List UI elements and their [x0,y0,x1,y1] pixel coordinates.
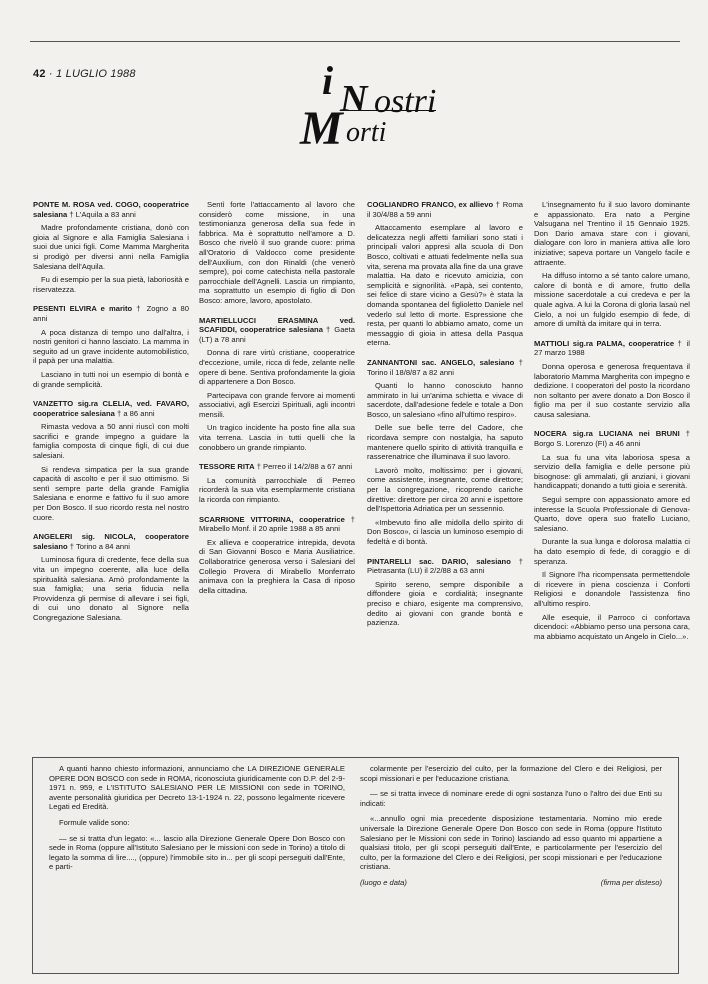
obituary-name: PONTE M. ROSA ved. COGO, cooperatrice salesiana [33,200,189,219]
obituary-heading [33,532,189,551]
obituary-paragraph: Il Signore l'ha ricompensata permettendole di ricevere in piena coscienza i Conforti Religiosi e donandole l'assistenza fino all'ultimo respiro. [534,570,690,608]
obituary-paragraph: Seguì sempre con appassionato amore ed interesse la Scuola Professionale di Genova-Quarto, dove opera suo fratello Luciano, salesiano. [534,495,690,533]
obituary-details: † Zogno a 80 anni [33,304,189,323]
page-header [33,68,136,80]
legal-paragraph: — se si tratta invece di nominare erede di ogni sostanza l'uno o l'altro dei due Enti su indicati: [360,789,662,808]
obituary-details: † Borgo S. Lorenzo (FI) a 46 anni [534,429,690,449]
legal-paragraph: — se si tratta d'un legato: «... lascio alla Direzione Generale Opere Don Bosco con sede in Roma (oppure all'Istituto Salesiano per le missioni con sede in Torino) a titolo di legato la somma di lire...., (oppure) l'immobile sito in... per gli scopi perseguiti dall'Ente, e parti- [49,833,345,872]
obituary-name: PINTARELLI sac. DARIO, salesiano [367,556,511,566]
obituary-paragraph: Rimasta vedova a 50 anni riuscì con molti sacrifici e grande impegno a guidare la famiglia composta di cinque figli, di cui due salesiani. [33,422,189,461]
obituary-details: † Mirabello Monf. il 20 aprile 1988 a 85 anni [199,514,355,534]
obituary-heading [33,304,189,323]
logo-m: M [300,102,343,155]
obituary-entry [199,462,355,504]
obituary-paragraph: L'insegnamento fu il suo lavoro dominante e appassionato. Era nato a Pergine Valsugana nel Trentino il 15 Gennaio 1925. Don Dario amava stare con i giovani, dialogare con loro in maniera attiva alle loro iniziative; sapeva portare un Vangelo facile e attraente. [534,200,690,267]
obituary-paragraph: Un tragico incidente ha posto fine alla sua vita terrena. Lascia in tutti quelli che la conobbero un grande rimpianto. [199,423,355,452]
obituary-paragraph: Donna di rare virtù cristiane, cooperatrice d'eccezione, umile, ricca di fede, zelante nelle opere di bene. Sentiva profondamente la gioia di appartenere a Don Bosco. [199,348,355,387]
obituary-paragraph: Spirito sereno, sempre disponibile a diffondere gioia e cordialità; insegnante preciso e chiaro, esigente ma comprensivo, dedito ai giovani con grande bontà e pazienza. [367,579,523,628]
logo-i: i [322,58,334,103]
obituary-heading [199,316,355,345]
section-logo [280,55,460,155]
obituary-entry [33,532,189,622]
logo-rule [340,110,436,111]
obituary-entry [367,557,523,628]
obituary-name: COGLIANDRO FRANCO, ex allievo [367,200,494,209]
header-rule [30,41,680,42]
obituary-paragraph: Partecipava con grande fervore ai momenti associativi, agli Esercizi Spirituali, agli incontri mensili. [199,390,355,419]
column-4 [534,200,690,651]
signature-line [360,878,662,888]
obituary-details: † Roma il 30/4/88 a 59 anni [367,200,523,219]
obituary-entry [199,515,355,596]
obituary-heading [199,515,355,534]
obituary-entry [199,316,355,453]
date-separator: · [48,68,53,80]
logo-n: N [340,78,368,120]
obituary-entry [199,200,355,306]
column-1 [33,200,189,633]
obituary-name: NOCERA sig.ra LUCIANA nei BRUNI [534,429,680,439]
obituary-heading [33,200,189,219]
logo-orti: orti [346,117,387,148]
legal-notice-left [49,764,345,878]
obituary-paragraph: La sua fu una vita laboriosa spesa a servizio della famiglia e delle persone più bisognose: gli ammalati, gli anziani, i giovani handicappati; donando a tutti gioia e serenità. [534,452,690,491]
obituary-paragraph: Fu di esempio per la sua pietà, laboriosità e riservatezza. [33,275,189,294]
obituary-entry [33,200,189,294]
obituary-heading [367,358,523,377]
obituary-details: † Gaeta (LT) a 78 anni [199,325,355,344]
obituary-paragraph: A poca distanza di tempo uno dall'altra, i nostri genitori ci hanno lasciato. La mamma in seguito ad un grave incidente automobilistico, il papà per una malattia. [33,327,189,366]
obituary-name: PESENTI ELVIRA e marito [33,304,133,314]
obituary-entry [367,200,523,348]
obituary-paragraph: Attaccamento esemplare al lavoro e delicatezza negli affetti familiari sono stati i principali valori appresi alla scuola di Don Bosco, coltivati e attuati fedelmente nella sua vita, serena ma provata alla fine da una grave malattia. Ha dato e ricevuto amicizia, con semplicità e signorilità. «Papà, sei contento, sei felice di stare vicino a Gesù?» è stata la domanda spontanea del figlioletto Daniele nel vederlo sul letto di morte. Espressione che resta, per quanti lo abbiamo amato, come un messaggio di gioia in attesa della Pasqua eterna. [367,223,523,348]
obituary-paragraph: Delle sue belle terre del Cadore, che ricordava sempre con nostalgia, ha saputo mantenere quello spirito di attività tranquilla e rasserenatrice che illuminava il suo lavoro. [367,423,523,462]
obituary-paragraph: Lasciano in tutti noi un esempio di bontà e di grande semplicità. [33,369,189,389]
obituary-heading [534,429,690,448]
obituary-details: † Perreo il 14/2/88 a 67 anni [256,462,353,472]
obituary-heading [33,399,189,418]
obituary-heading [367,557,523,576]
obituary-name: ZANNANTONI sac. ANGELO, salesiano [367,357,515,367]
obituary-paragraph: Madre profondamente cristiana, donò con gioia al Signore e alla Famiglia Salesiana i suoi due unici figli. Come Mamma Margherita si prodigò per diversi anni nella Famiglia Salesiana dell'Aquila. [33,223,189,271]
obituary-paragraph: Durante la sua lunga e dolorosa malattia ci ha dato esempio di fede, di coraggio e di speranza. [534,537,690,566]
legal-paragraph: colarmente per l'esercizio del culto, per la formazione del Clero e dei Religiosi, per scopi missionari e per l'educazione cristiana. [360,764,662,783]
obituary-details: † a 86 anni [117,408,155,418]
obituary-paragraph: La comunità parrocchiale di Perreo ricorderà la sua vita esemplarmente cristiana la ricorda con rimpianto. [199,475,355,505]
page-number: 42 [33,68,46,80]
obituary-entry [534,429,690,641]
obituary-details: † il 27 marzo 1988 [534,338,690,358]
obituary-paragraph: Ex allieva e cooperatrice intrepida, devota di San Giovanni Bosco e Maria Ausiliatrice. Collaboratrice generosa verso i Salesiani del Collegio Provera di Mirabello Monferrato animava con la preghiera la Casa di riposo della cittadina. [199,537,355,595]
obituary-name: MARTIELLUCCI ERASMINA ved. SCAFIDDI, cooperatrice salesiana [199,315,355,335]
place-date-label: (luogo e data) [360,877,407,887]
obituary-details: † L'Aquila a 83 anni [69,209,136,219]
obituary-paragraph: «Imbevuto fino alle midolla dello spirito di Don Bosco», ci lascia un luminoso esempio di fedeltà e di bontà. [367,517,523,546]
legal-notice-right [360,764,662,888]
obituary-paragraph: Ha diffuso intorno a sé tanto calore umano, calore di bontà e di amore, frutto della missione sacerdotale a cui credeva e per la quale agiva. A lui la Corona di gloria lasaù nel Cielo, a noi un fulgido esempio di fede, di amore di umiltà da imitare qui in terra. [534,271,690,329]
obituary-name: SCARRIONE VITTORINA, cooperatrice [199,514,345,524]
legal-notice-box [32,757,679,974]
column-2 [199,200,355,605]
obituary-paragraph: Luminosa figura di credente, fece della sua vita un impegno coerente, alla luce della spiritualità salesiana. Amò profondamente la sua famiglia; una seria fiducia nella Provvidenza gli permise di allevare i sei figli, di cui uno donato al Signore nella Congregazione Salesiana. [33,555,189,622]
legal-paragraph: Formule valide sono: [59,817,130,827]
signature-label: (firma per disteso) [600,877,662,887]
legal-paragraph: «...annullo ogni mia precedente disposizione testamentaria. Nomino mio erede universale la Direzione Generale Opere Don Bosco con sede in Roma (oppure l'Istituto Salesiano per le Missioni con sede in Torino) lasciando ad esso quanto mi appartiene a qualsiasi titolo, per gli scopi perseguiti dall'Ente, e particolarmente per l'esercizio del culto, per la formazione del Clero e dei Religiosi, per scopi missionari e per l'educazione cristiana. [360,814,662,872]
obituary-heading [199,462,355,472]
issue-date: 1 LUGLIO 1988 [56,68,136,80]
legal-paragraph: A quanti hanno chiesto informazioni, annunciamo che LA DIREZIONE GENERALE OPERE DON BOSCO con sede in ROMA, riconosciuta giuridicamente con D.P. del 2-9-1971 n. 959, e L'ISTITUTO SALESIANO PER LE MISSIONI con sede in TORINO, avente personalità giuridica per Decreto 13-1-1924 n. 22, possono legalmente ricevere Legati ed Eredità. [49,764,345,812]
obituary-name: VANZETTO sig.ra CLELIA, ved. FAVARO, cooperatrice salesiana [33,399,189,418]
obituary-paragraph: Donna operosa e generosa frequentava il laboratorio Mamma Margherita con impegno e dedizione. I cooperatori del posto la ricordano non soltanto per avere donato a Don Bosco il figlio ma per il suo costante servizio alla causa salesiana. [534,361,690,419]
obituary-details: † Torino il 18/8/87 a 82 anni [367,357,523,377]
obituary-entry [367,358,523,547]
obituary-paragraph: Quanti lo hanno conosciuto hanno ammirato in lui un'anima schietta e vivace di sacerdote, dall'adesione fedele e totale a Don Bosco, un salesiano «fino all'ultimo respiro». [367,381,523,419]
obituary-entry [534,200,690,329]
obituary-details: † Torino a 84 anni [69,541,130,551]
column-3 [367,200,523,638]
obituary-entry [33,304,189,389]
obituary-name: ANGELERI sig. NICOLA, cooperatore salesiano [33,532,189,551]
obituary-name: TESSORE RITA [199,462,255,472]
obituary-paragraph: Alle esequie, il Parroco ci confortava dicendoci: «Abbiamo perso una persona cara, ma abbiamo acquistato un Angelo in Cielo...». [534,612,690,641]
obituary-name: MATTIOLI sig.ra PALMA, cooperatrice [534,338,675,348]
obituary-paragraph: Lavorò molto, moltissimo: per i giovani, come assistente, insegnante, come direttore; per la congregazione, ricoprendo cariche direttive: direttore per circa 20 anni e ispettore dell'Ispettoria Adriatica per un sessennio. [367,465,523,514]
obituary-paragraph: Sentì forte l'attaccamento al lavoro che considerò come missione, in una testimonianza generosa della sua fede in fabbrica. Ma è soprattutto nell'amore a D. Bosco che rivelò il suo grande cuore: prima all'Oratorio di Valdocco come presidente dell'Auxilium, con don Rinaldi (che venerò sempre), poi come catechista nella pastorale parrocchiale dell'Agnelli. Lascia un rimpianto, ma soprattutto un esempio di figlio di Don Bosco: amore, lavoro, apostolato. [199,200,355,305]
obituary-entry [33,399,189,522]
obituary-details: † Pietrasanta (LU) il 2/2/88 a 63 anni [367,556,523,576]
obituary-paragraph: Si rendeva simpatica per la sua grande capacità di ascolto e per il suo ottimismo. Si sentì sempre parte della grande Famiglia Salesiana e enorme e fattivo fu il suo amore per Don Bosco. Il suo ricordo resta nel nostro cuore. [33,464,189,522]
logo-ostri: ostri [374,83,437,120]
obituary-heading [367,200,523,219]
obituary-entry [534,339,690,420]
obituary-heading [534,339,690,358]
